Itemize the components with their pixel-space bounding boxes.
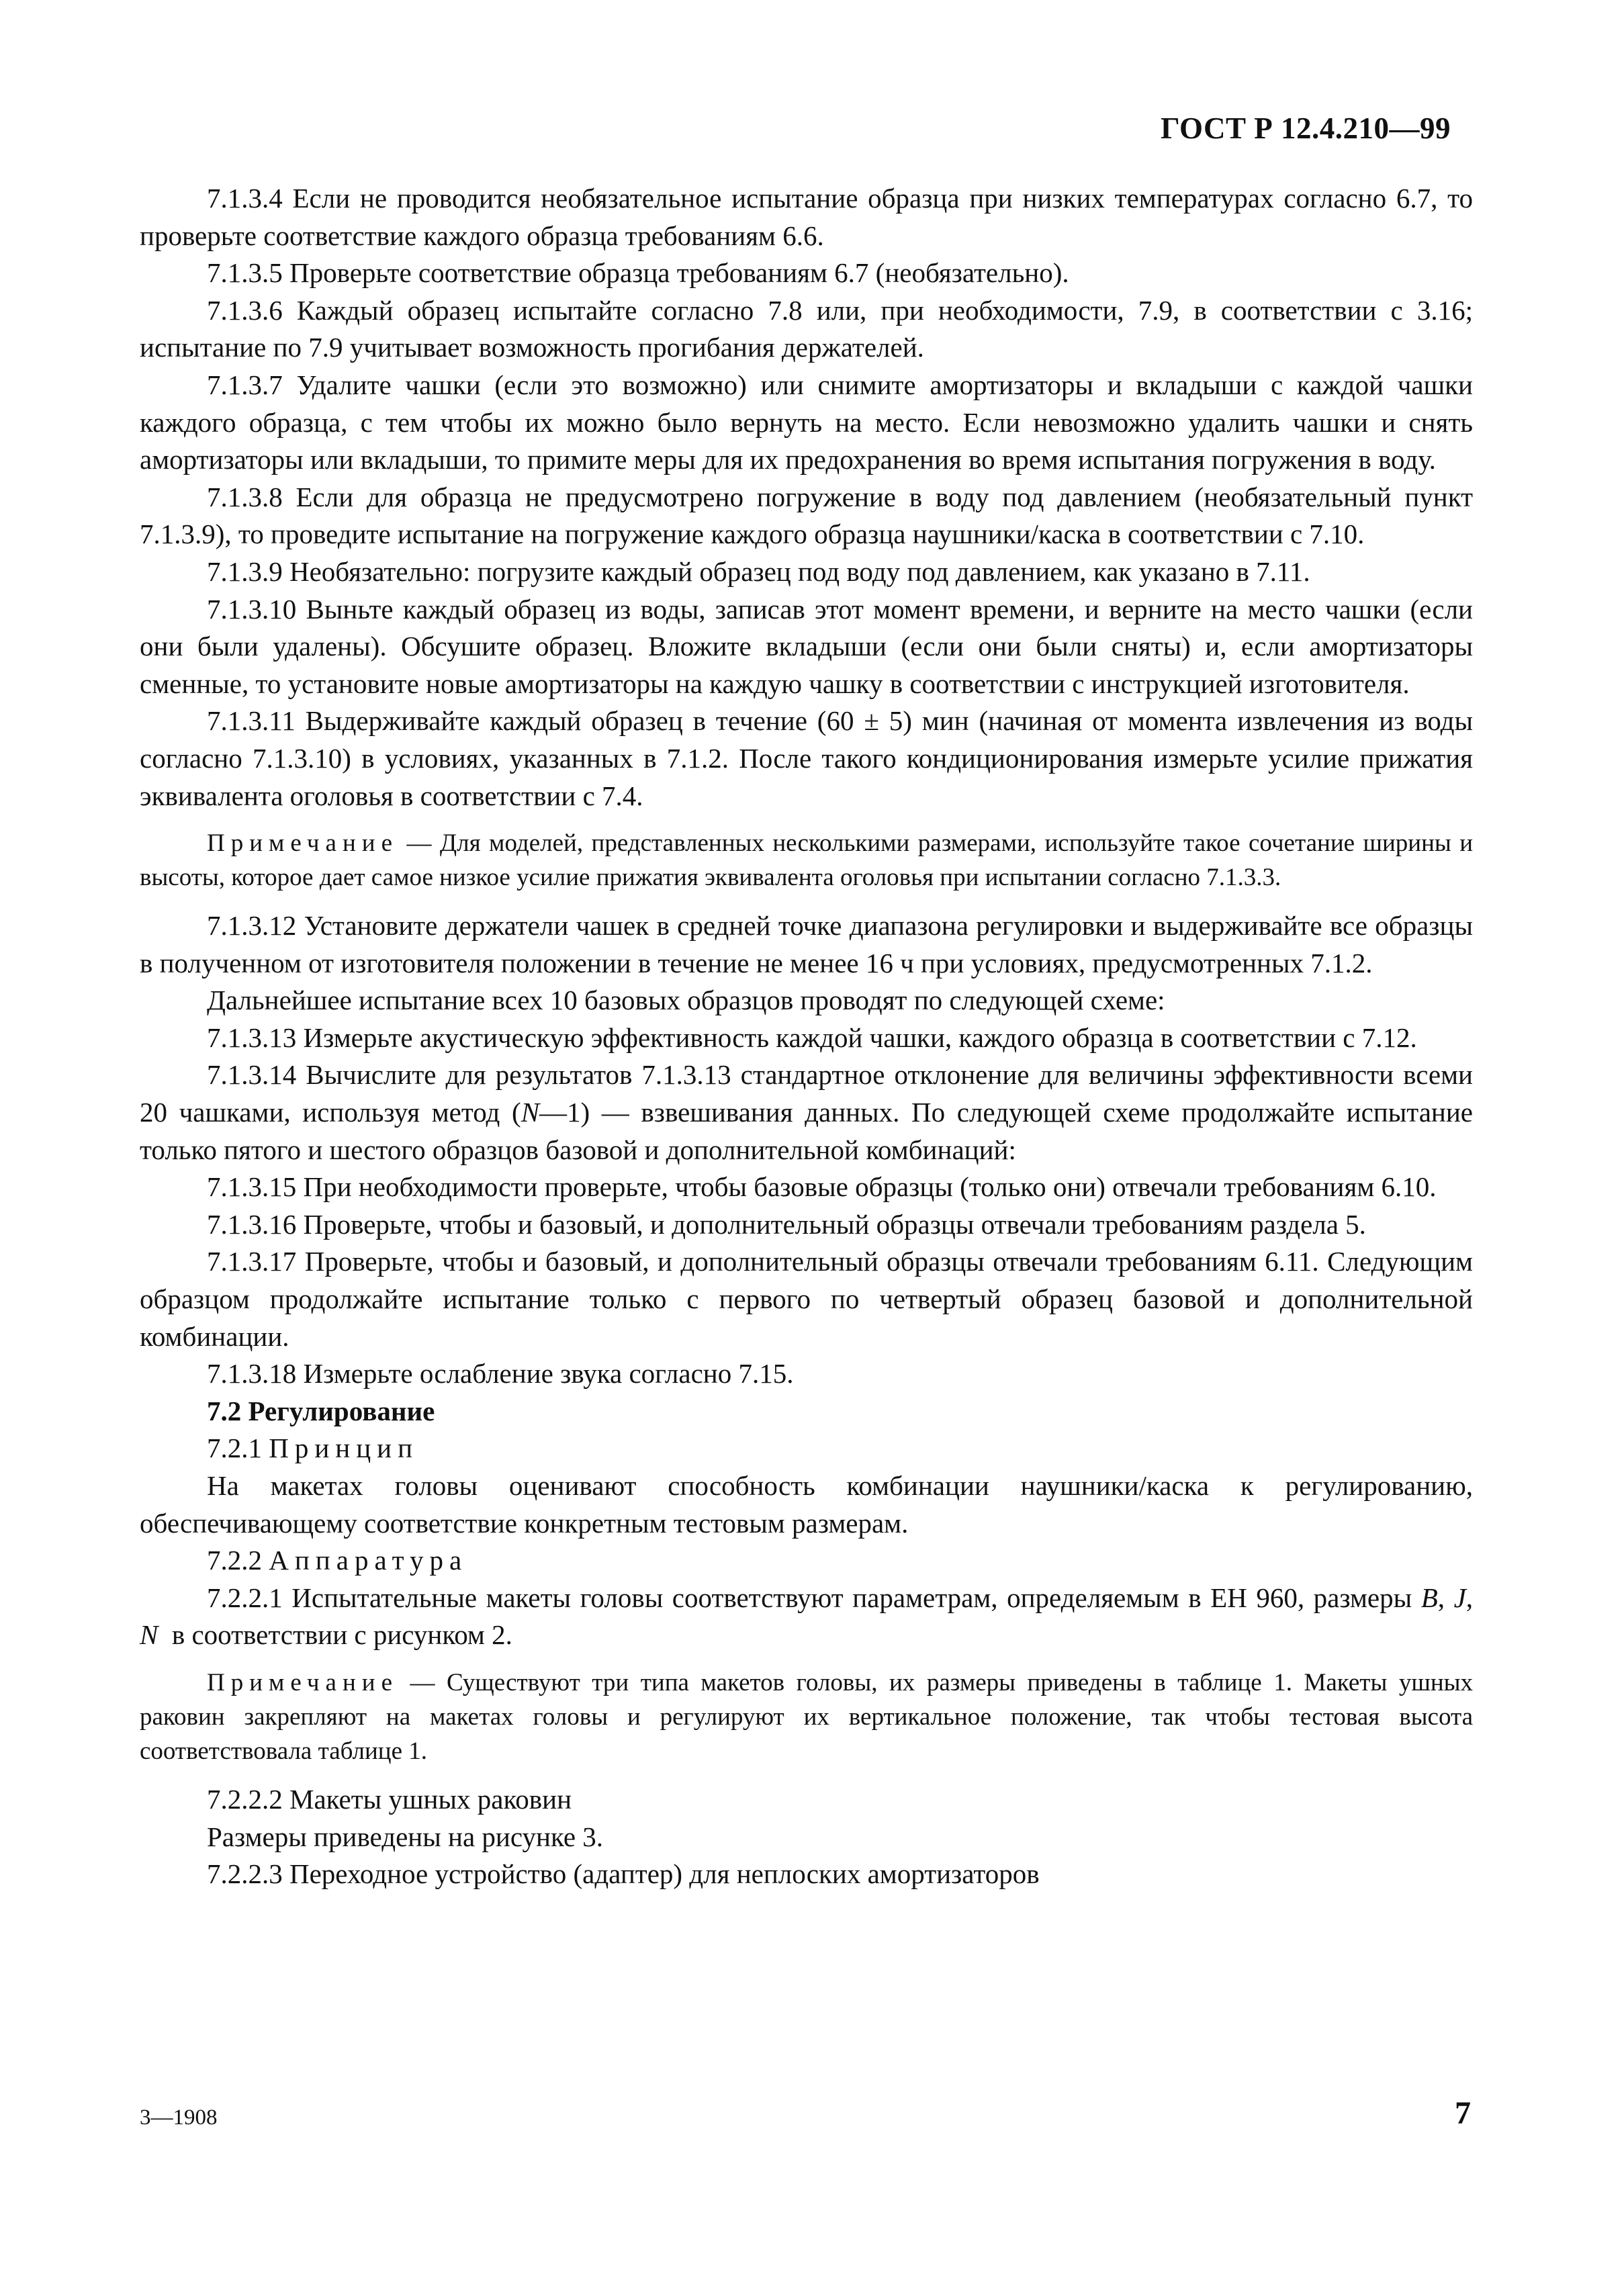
dimension-j: J bbox=[1453, 1582, 1466, 1613]
note-1-text: — Для моделей, представленных несколькими размерами, используйте такое сочетание ширины и высоты, которое дает самое низкое усилие прижатия эквивалента оголовья при испытании согласно 7.1.3.3. bbox=[140, 829, 1473, 892]
clause-7-1-3-7: 7.1.3.7 Удалите чашки (если это возможно) или снимите амортизаторы и вкладыши с каждой чашки каждого образца, с тем чтобы их можно было вернуть на место. Если невозможно удалить чашки и снять амортизаторы или вкладыши, то примите меры для их предохранения во время испытания погружения в воду. bbox=[140, 369, 1473, 475]
clause-7-1-3-14-variable: N bbox=[521, 1097, 540, 1128]
note-2 bbox=[140, 1666, 1473, 1768]
clause-7-2-2-1-text: 7.2.2.1 Испытательные макеты головы соответствуют параметрам, определяемым в ЕН 960, размеры bbox=[207, 1582, 1412, 1613]
note-1 bbox=[140, 826, 1473, 895]
clause-7-1-3-10: 7.1.3.10 Выньте каждый образец из воды, записав этот момент времени, и верните на место чашки (если они были удалены). Обсушите образец. Вложите вкладыши (если они были сняты) и, если амортизаторы сменные, то установите новые амортизаторы на каждую чашку в соответствии с инструкцией изготовителя. bbox=[140, 593, 1473, 699]
clause-7-1-3-13: 7.1.3.13 Измерьте акустическую эффективность каждой чашки, каждого образца в соответствии с 7.12. bbox=[207, 1021, 1417, 1053]
note-2-text: — Существуют три типа макетов головы, их размеры приведены в таблице 1. Макеты ушных раковин закрепляют на макетах головы и регулируют их вертикальное положение, так чтобы тестовая высота соответствовала таблице 1. bbox=[140, 1668, 1473, 1765]
clause-7-1-3-14-part-a: 7.1.3.14 Вычислите для результатов 7.1.3.13 стандартное отклонение для величины эффективности всеми 20 чашками, используя метод ( bbox=[140, 1059, 1473, 1128]
clause-7-1-3-6: 7.1.3.6 Каждый образец испытайте согласно 7.8 или, при необходимости, 7.9, в соответствии с 3.16; испытание по 7.9 учитывает возможность прогибания держателей. bbox=[140, 294, 1473, 363]
standard-designation: ГОСТ Р 12.4.210—99 bbox=[1160, 111, 1451, 145]
dimension-n: N bbox=[140, 1619, 159, 1651]
note-1-label: Примечание bbox=[207, 829, 398, 858]
dimensions-reference: Размеры приведены на рисунке 3. bbox=[207, 1821, 604, 1852]
clause-7-1-3-11: 7.1.3.11 Выдерживайте каждый образец в течение (60 ± 5) мин (начиная от момента извлечения из воды согласно 7.1.3.10) в условиях, указанных в 7.1.2. После такого кондиционирования измерьте усилие прижатия эквивалента оголовья в соответствии с 7.4. bbox=[140, 705, 1473, 811]
subsection-7-2-1-title: Принцип bbox=[269, 1433, 419, 1464]
clause-7-1-3-16: 7.1.3.16 Проверьте, чтобы и базовый, и дополнительный образцы отвечали требованиям раздела 5. bbox=[207, 1208, 1366, 1240]
clause-7-2-2-3: 7.2.2.3 Переходное устройство (адаптер) для неплоских амортизаторов bbox=[207, 1858, 1040, 1890]
scheme-intro: Дальнейшее испытание всех 10 базовых образцов проводят по следующей схеме: bbox=[207, 985, 1165, 1016]
page-number: 7 bbox=[1455, 2095, 1471, 2131]
clause-7-1-3-14 bbox=[140, 1056, 1473, 1169]
separator-2: , bbox=[1465, 1582, 1474, 1613]
clause-7-1-3-14-part-b: —1) — взвешивания данных. По следующей схеме продолжайте испытание только пятого и шестого образцов базовой и дополнительной комбинаций: bbox=[140, 1097, 1473, 1165]
clause-7-1-3-12: 7.1.3.12 Установите держатели чашек в средней точке диапазона регулировки и выдерживайте все образцы в полученном от изготовителя положении в течение не менее 16 ч при условиях, предусмотренных 7.1.2. bbox=[140, 910, 1473, 979]
clause-7-1-3-4: 7.1.3.4 Если не проводится необязательное испытание образца при низких температурах согласно 6.7, то проверьте соответствие каждого образца требованиям 6.6. bbox=[140, 183, 1473, 251]
subsection-7-2-1 bbox=[140, 1430, 1473, 1467]
clause-7-1-3-5: 7.1.3.5 Проверьте соответствие образца требованиям 6.7 (необязательно). bbox=[207, 257, 1069, 289]
clause-7-2-2-1 bbox=[140, 1580, 1473, 1654]
clause-7-2-2-1-tail: в соответствии с рисунком 2. bbox=[171, 1619, 512, 1651]
note-2-label: Примечание bbox=[207, 1668, 398, 1696]
print-code: 3—1908 bbox=[140, 2105, 218, 2130]
clause-7-1-3-8: 7.1.3.8 Если для образца не предусмотрено погружение в воду под давлением (необязательный пункт 7.1.3.9), то проведите испытание на погружение каждого образца наушники/каска в соответствии с 7.10. bbox=[140, 481, 1473, 550]
separator-1: , bbox=[1437, 1582, 1445, 1613]
subsection-7-2-2 bbox=[140, 1542, 1473, 1580]
clause-7-1-3-18: 7.1.3.18 Измерьте ослабление звука согласно 7.15. bbox=[207, 1358, 794, 1390]
clause-7-1-3-9: 7.1.3.9 Необязательно: погрузите каждый образец под воду под давлением, как указано в 7.11. bbox=[207, 555, 1310, 587]
clause-7-1-3-15: 7.1.3.15 При необходимости проверьте, чтобы базовые образцы (только они) отвечали требованиям 6.10. bbox=[207, 1171, 1437, 1203]
subsection-7-2-1-number: 7.2.1 bbox=[207, 1433, 262, 1464]
principle-text: На макетах головы оценивают способность комбинации наушники/каска к регулированию, обеспечивающему соответствие конкретным тестовым размерам. bbox=[140, 1470, 1473, 1539]
document-body bbox=[140, 180, 1473, 1893]
clause-7-1-3-17: 7.1.3.17 Проверьте, чтобы и базовый, и дополнительный образцы отвечали требованиям 6.11. Следующим образцом продолжайте испытание только с первого по четвертый образец базовой и дополнительной комбинации. bbox=[140, 1246, 1473, 1352]
subsection-7-2-2-title: Аппаратура bbox=[269, 1545, 468, 1576]
clause-7-2-2-2: 7.2.2.2 Макеты ушных раковин bbox=[207, 1783, 572, 1815]
dimension-b: B bbox=[1420, 1582, 1438, 1613]
section-heading-7-2: 7.2 Регулирование bbox=[207, 1395, 435, 1426]
subsection-7-2-2-number: 7.2.2 bbox=[207, 1545, 262, 1576]
